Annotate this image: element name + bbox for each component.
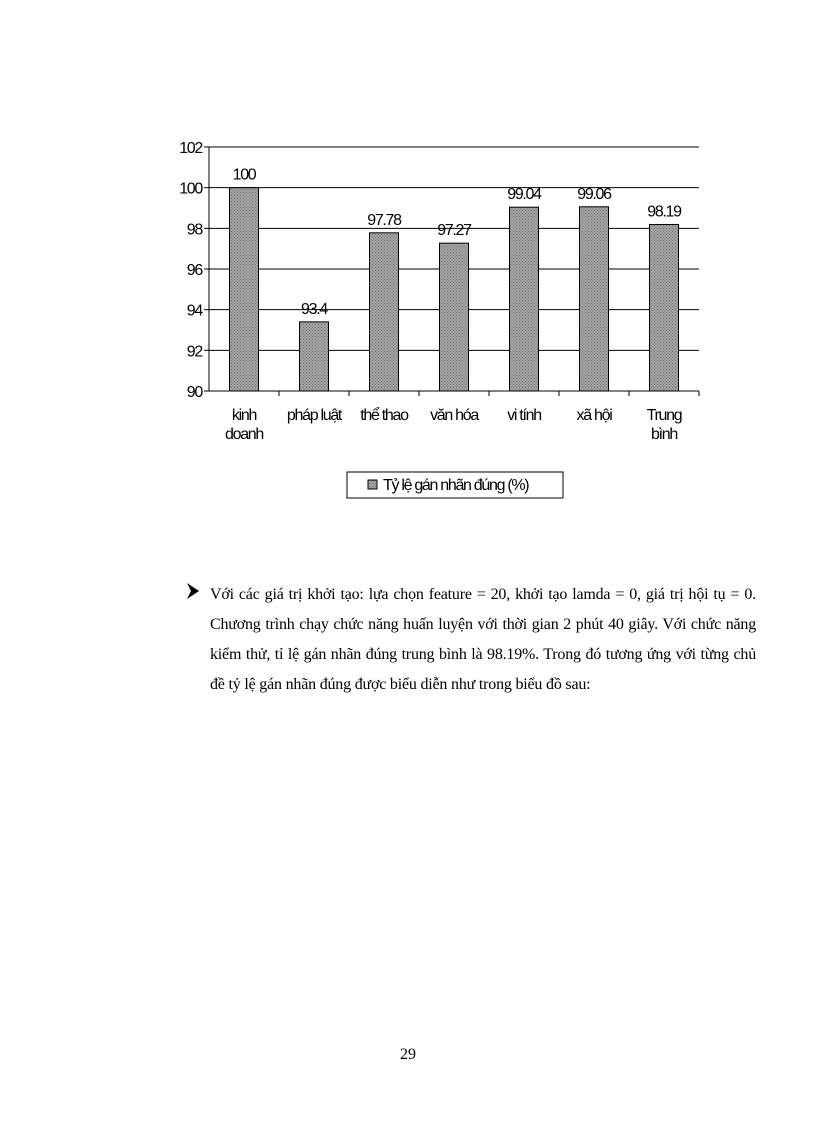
bar	[580, 207, 609, 391]
page-number: 29	[400, 1046, 416, 1063]
y-tick-label: 90	[186, 384, 202, 401]
bar	[650, 224, 679, 391]
data-label: 99.06	[577, 185, 611, 203]
y-tick-label: 98	[186, 221, 202, 239]
y-tick-label: 102	[179, 140, 202, 157]
bar	[440, 243, 469, 391]
x-tick-label: kinh doanh	[225, 407, 263, 443]
bar	[510, 207, 539, 391]
legend-label: Tỷ lệ gán nhãn đúng (%)	[383, 477, 529, 494]
bar	[370, 233, 399, 391]
bullet-paragraph	[186, 580, 756, 700]
x-tick-label: pháp luật	[286, 407, 342, 424]
data-label: 93.4	[301, 300, 327, 318]
x-tick-label: xã hội	[576, 407, 612, 424]
x-tick-label: vi tính	[507, 407, 541, 424]
data-label: 97.27	[437, 222, 471, 240]
x-tick-label: Trung bình	[646, 407, 682, 443]
data-label: 100	[232, 166, 256, 184]
x-tick-label: văn hóa	[430, 407, 478, 424]
data-label: 99.04	[507, 186, 541, 204]
legend-swatch	[368, 480, 377, 489]
data-label: 98.19	[647, 203, 681, 221]
y-tick-label: 100	[179, 180, 202, 198]
bar	[230, 188, 259, 391]
bar	[300, 322, 329, 391]
bullet-text: Với các giá trị khởi tạo: lựa chọn feature = 20, khởi tạo lamda = 0, giá trị hội tụ = 0. Chương trình chạy chức năng huấn luyện với thời gian 2 phút 40 giây. Với chức năng kiểm thử, tỉ lệ gán nhãn đúng trung bình là 98.19%. Trong đó tương ứng với từng chủ đề tỷ lệ gán nhãn đúng được biểu diễn như trong biểu đồ sau:	[210, 586, 756, 693]
y-tick-label: 92	[186, 343, 202, 361]
data-label: 97.78	[367, 211, 401, 229]
arrowhead-bullet-icon	[186, 582, 200, 600]
bar-chart	[0, 0, 816, 520]
x-tick-label: thể thao	[360, 407, 408, 424]
y-tick-label: 94	[186, 302, 202, 320]
y-tick-label: 96	[186, 262, 202, 279]
